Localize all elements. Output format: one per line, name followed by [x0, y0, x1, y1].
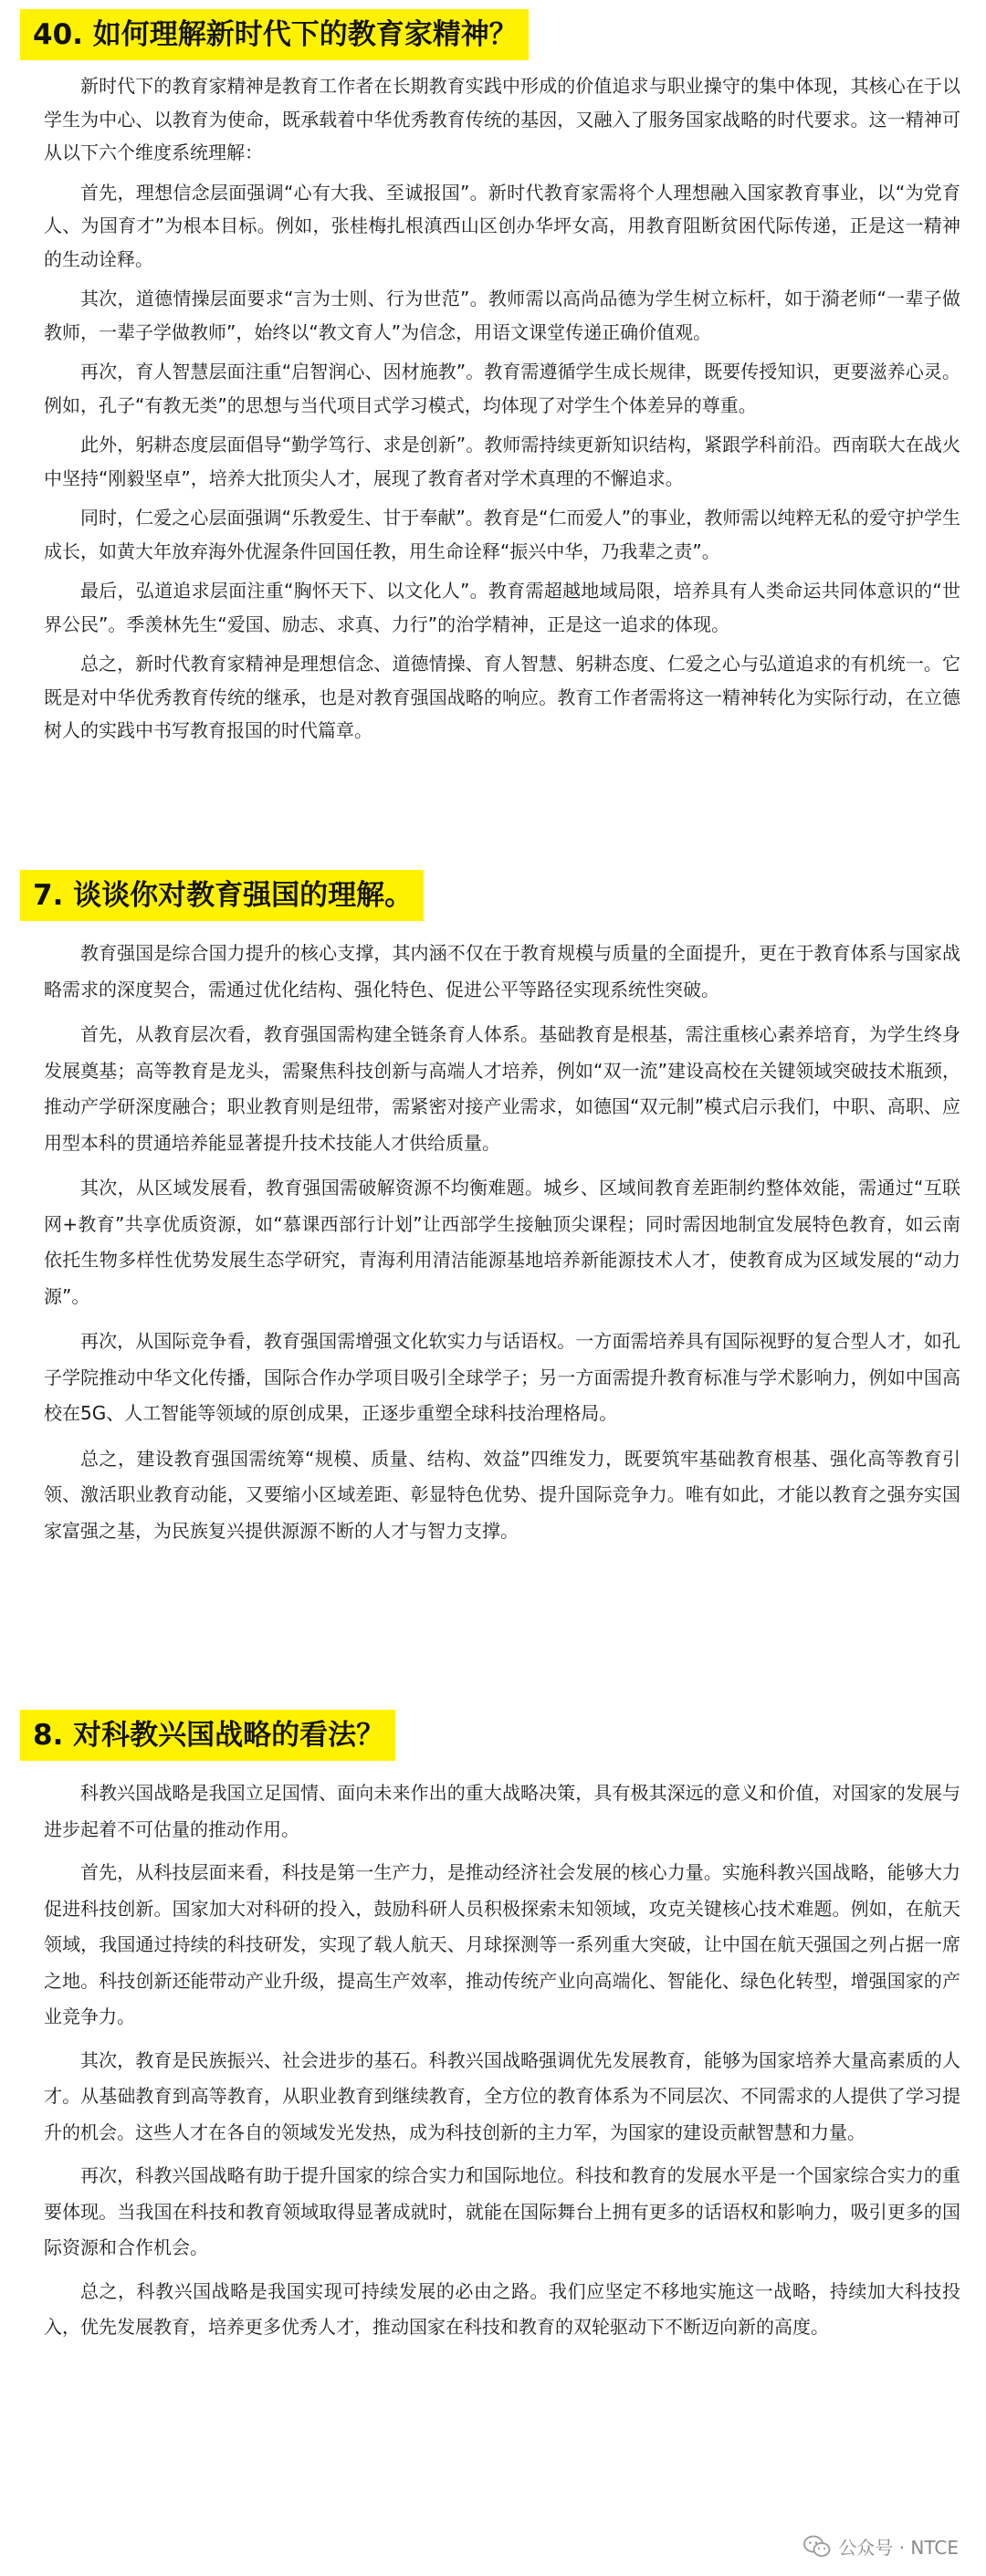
paragraph: 此外，躬耕态度层面倡导“勤学笃行、求是创新”。教师需持续更新知识结构，紧跟学科前沿。西南联大在战火中坚持“刚毅坚卓”，培养大批顶尖人才，展现了教育者对学术真理的不懈追求。	[44, 434, 960, 489]
paragraph: 首先，从教育层次看，教育强国需构建全链条育人体系。基础教育是根基，需注重核心素养培育，为学生终身发展奠基；高等教育是龙头，需聚焦科技创新与高端人才培养，例如“双一流”建设高校在关键领域突破技术瓶颈，推动产学研深度融合；职业教育则是纽带，需紧密对接产业需求，如德国“双元制”模式启示我们，中职、高职、应用型本科的贯通培养能显著提升技术技能人才供给质量。	[44, 1023, 960, 1154]
paragraph: 首先，从科技层面来看，科技是第一生产力，是推动经济社会发展的核心力量。实施科教兴国战略，能够大力促进科技创新。国家加大对科研的投入，鼓励科研人员积极探索未知领域，攻克关键核心技术难题。例如，在航天领域，我国通过持续的科技研发，实现了载人航天、月球探测等一系列重大突破，让中国在航天强国之列占据一席之地。科技创新还能带动产业升级，提高生产效率，推动传统产业向高端化、智能化、绿色化转型，增强国家的产业竞争力。	[44, 1861, 960, 2027]
watermark	[803, 2533, 959, 2560]
paragraph: 教育强国是综合国力提升的核心支撑，其内涵不仅在于教育规模与质量的全面提升，更在于教育体系与国家战略需求的深度契合，需通过优化结构、强化特色、促进公平等路径实现系统性突破。	[44, 942, 960, 1000]
paragraph: 再次，育人智慧层面注重“启智润心、因材施教”。教育需遵循学生成长规律，既要传授知识，更要滋养心灵。例如，孔子“有教无类”的思想与当代项目式学习模式，均体现了对学生个体差异的尊重。	[44, 361, 960, 416]
section-body	[44, 1775, 960, 2353]
section-heading: 8. 对科教兴国战略的看法？	[20, 1710, 395, 1761]
section-heading: 40. 如何理解新时代下的教育家精神？	[20, 9, 529, 60]
paragraph: 总之，建设教育强国需统筹“规模、质量、结构、效益”四维发力，既要筑牢基础教育根基、强化高等教育引领、激活职业教育动能，又要缩小区域差距、彰显特色优势、提升国际竞争力。唯有如此，才能以教育之强夯实国家富强之基，为民族复兴提供源源不断的人才与智力支撑。	[44, 1447, 960, 1542]
paragraph: 首先，理想信念层面强调“心有大我、至诚报国”。新时代教育家需将个人理想融入国家教育事业，以“为党育人、为国育才”为根本目标。例如，张桂梅扎根滇西山区创办华坪女高，用教育阻断贫困代际传递，正是这一精神的生动诠释。	[44, 181, 960, 270]
section-body	[44, 936, 960, 1558]
watermark-text: 公众号 · NTCE	[838, 2537, 959, 2559]
section-heading: 7. 谈谈你对教育强国的理解。	[20, 870, 424, 921]
paragraph: 再次，科教兴国战略有助于提升国家的综合实力和国际地位。科技和教育的发展水平是一个国家综合实力的重要体现。当我国在科技和教育领域取得显著成就时，就能在国际舞台上拥有更多的话语权和影响力，吸引更多的国际资源和合作机会。	[44, 2164, 960, 2258]
paragraph: 其次，从区域发展看，教育强国需破解资源不均衡难题。城乡、区域间教育差距制约整体效能，需通过“互联网+教育”共享优质资源，如“慕课西部行计划”让西部学生接触顶尖课程；同时需因地制宜发展特色教育，如云南依托生物多样性优势发展生态学研究，青海利用清洁能源基地培养新能源技术人才，使教育成为区域发展的“动力源”。	[44, 1177, 960, 1307]
paragraph: 同时，仁爱之心层面强调“乐教爱生、甘于奉献”。教育是“仁而爱人”的事业，教师需以纯粹无私的爱守护学生成长，如黄大年放弃海外优渥条件回国任教，用生命诠释“振兴中华，乃我辈之责”。	[44, 507, 960, 562]
paragraph: 科教兴国战略是我国立足国情、面向未来作出的重大战略决策，具有极其深远的意义和价值，对国家的发展与进步起着不可估量的推动作用。	[44, 1782, 960, 1840]
paragraph: 其次，教育是民族振兴、社会进步的基石。科教兴国战略强调优先发展教育，能够为国家培养大量高素质的人才。从基础教育到高等教育，从职业教育到继续教育，全方位的教育体系为不同层次、不同需求的人提供了学习提升的机会。这些人才在各自的领域发光发热，成为科技创新的主力军，为国家的建设贡献智慧和力量。	[44, 2048, 960, 2143]
paragraph: 总之，科教兴国战略是我国实现可持续发展的必由之路。我们应坚定不移地实施这一战略，持续加大科技投入，优先发展教育，培养更多优秀人才，推动国家在科技和教育的双轮驱动下不断迈向新的高度。	[44, 2279, 960, 2338]
section-body	[44, 69, 960, 754]
paragraph: 其次，道德情操层面要求“言为士则、行为世范”。教师需以高尚品德为学生树立标杆，如于漪老师“一辈子做教师，一辈子学做教师”，始终以“教文育人”为信念，用语文课堂传递正确价值观。	[44, 288, 960, 343]
paragraph: 新时代下的教育家精神是教育工作者在长期教育实践中形成的价值追求与职业操守的集中体现，其核心在于以学生为中心、以教育为使命，既承载着中华优秀教育传统的基因，又融入了服务国家战略的时代要求。这一精神可从以下六个维度系统理解：	[44, 75, 960, 163]
paragraph: 最后，弘道追求层面注重“胸怀天下、以文化人”。教育需超越地域局限，培养具有人类命运共同体意识的“世界公民”。季羡林先生“爱国、励志、求真、力行”的治学精神，正是这一追求的体现。	[44, 580, 960, 635]
paragraph: 总之，新时代教育家精神是理想信念、道德情操、育人智慧、躬耕态度、仁爱之心与弘道追求的有机统一。它既是对中华优秀教育传统的继承，也是对教育强国战略的响应。教育工作者需将这一精神转化为实际行动，在立德树人的实践中书写教育报国的时代篇章。	[44, 653, 960, 741]
paragraph: 再次，从国际竞争看，教育强国需增强文化软实力与话语权。一方面需培养具有国际视野的复合型人才，如孔子学院推动中华文化传播，国际合作办学项目吸引全球学子；另一方面需提升教育标准与学术影响力，例如中国高校在5G、人工智能等领域的原创成果，正逐步重塑全球科技治理格局。	[44, 1330, 960, 1424]
wechat-logo-icon	[803, 2535, 831, 2559]
